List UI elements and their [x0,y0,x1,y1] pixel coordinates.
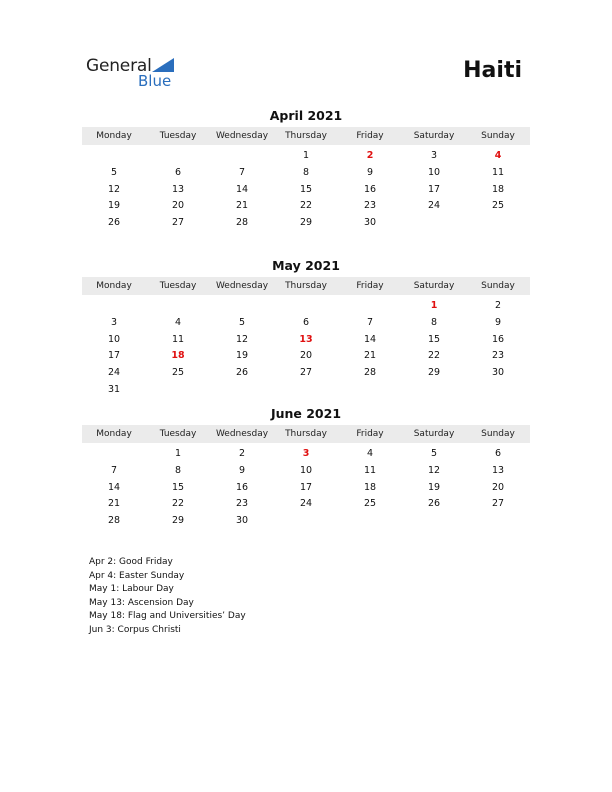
day-cell: 7 [238,166,246,178]
day-cell: 16 [235,481,249,493]
day-cell [338,298,402,315]
weekday-label: Friday [356,131,384,141]
day-cell [466,215,530,232]
holiday-list-item: May 13: Ascension Day [89,597,194,608]
day-cell: 6 [494,448,502,459]
weekday-label: Thursday [285,281,327,291]
day-cell: 5 [238,316,246,328]
day-cell: 21 [363,350,377,362]
holiday-day-cell: 18 [171,350,185,362]
day-cell: 30 [363,217,377,229]
day-cell: 9 [494,316,502,328]
day-cell: 20 [299,350,313,362]
day-cell: 13 [171,183,185,195]
day-cell: 19 [427,481,441,493]
day-cell: 21 [235,200,249,212]
day-cell: 18 [491,183,505,195]
day-cell: 5 [430,448,438,459]
day-cell: 4 [366,448,374,459]
week-row [82,365,530,382]
day-cell: 9 [366,166,374,178]
weekday-label: Sunday [481,131,515,141]
weekday-label: Monday [96,131,132,141]
day-cell: 3 [110,316,118,328]
day-cell: 4 [174,316,182,328]
day-cell: 5 [110,166,118,178]
day-cell: 12 [235,333,249,345]
day-cell: 29 [299,217,313,229]
weekday-label: Friday [356,281,384,291]
week-row [82,332,530,349]
day-cell: 16 [491,333,505,345]
week-row [82,165,530,182]
day-cell: 25 [491,200,505,212]
day-cell: 17 [427,183,441,195]
week-row [82,215,530,232]
day-cell [338,513,402,530]
week-row [82,348,530,365]
day-cell [82,446,146,463]
day-cell: 25 [171,367,185,379]
day-cell: 17 [107,350,121,362]
day-cell [146,298,210,315]
day-cell: 27 [299,367,313,379]
day-cell: 2 [238,448,246,459]
day-cell: 9 [238,464,246,476]
day-cell: 27 [171,217,185,229]
logo-triangle-icon [152,58,174,72]
week-row [82,463,530,480]
generalblue-logo [86,56,196,92]
day-cell: 28 [363,367,377,379]
week-row [82,315,530,332]
day-cell: 28 [235,217,249,229]
day-cell: 29 [171,515,185,527]
day-cell: 12 [107,183,121,195]
day-cell: 22 [427,350,441,362]
day-cell [210,148,274,165]
day-cell: 26 [235,367,249,379]
month-calendar [82,258,530,399]
day-cell: 2 [494,300,502,311]
day-cell: 15 [171,481,185,493]
weekday-label: Tuesday [159,281,197,291]
day-cell: 23 [363,200,377,212]
day-cell: 24 [427,200,441,212]
week-row [82,382,530,399]
holiday-list-item: Apr 4: Easter Sunday [89,570,185,581]
day-cell: 16 [363,183,377,195]
month-title: May 2021 [272,258,340,273]
day-cell: 6 [302,316,310,328]
logo-text-general: General [86,56,152,76]
day-cell [146,382,210,399]
day-cell: 1 [174,448,182,459]
day-cell: 26 [107,217,121,229]
weekday-label: Tuesday [159,131,197,141]
week-row [82,198,530,215]
weekday-label: Thursday [285,131,327,141]
week-row [82,298,530,315]
week-row [82,148,530,165]
day-cell [82,298,146,315]
week-row [82,480,530,497]
day-cell: 23 [491,350,505,362]
day-cell [402,513,466,530]
holiday-day-cell: 3 [302,448,310,459]
day-cell: 11 [171,333,185,345]
day-cell: 24 [299,498,313,510]
day-cell: 7 [110,464,118,476]
day-cell: 11 [491,166,505,178]
day-cell: 30 [235,515,249,527]
day-cell [210,382,274,399]
weekday-label: Tuesday [159,429,197,439]
logo-text-blue: Blue [138,72,172,90]
day-cell: 14 [235,183,249,195]
day-cell: 24 [107,367,121,379]
weekday-label: Wednesday [215,131,269,141]
day-cell: 8 [174,464,182,476]
day-cell: 3 [430,150,438,161]
weekday-header-row [82,425,530,443]
day-cell [402,382,466,399]
day-cell: 23 [235,498,249,510]
month-title: June 2021 [270,406,342,421]
weekday-label: Saturday [413,281,455,291]
day-cell: 22 [171,498,185,510]
day-cell: 21 [107,498,121,510]
holiday-day-cell: 2 [366,150,374,161]
weekday-label: Saturday [413,131,455,141]
day-cell: 11 [363,464,377,476]
weekday-label: Monday [96,281,132,291]
day-cell: 31 [107,383,121,395]
holiday-list-item: Apr 2: Good Friday [89,557,173,567]
weekday-label: Monday [96,429,132,439]
day-cell: 12 [427,464,441,476]
weekday-label: Friday [356,429,384,439]
day-cell [210,298,274,315]
holiday-day-cell: 1 [430,300,438,311]
day-cell: 1 [302,150,310,161]
day-cell [466,382,530,399]
day-cell: 17 [299,481,313,493]
day-cell [274,382,338,399]
holiday-day-cell: 13 [299,333,313,345]
day-cell: 10 [299,464,313,476]
day-cell: 22 [299,200,313,212]
holiday-list-item: Jun 3: Corpus Christi [89,624,181,635]
month-calendar [82,406,530,530]
weekday-header-row [82,127,530,145]
day-cell: 7 [366,316,374,328]
day-cell: 10 [107,333,121,345]
week-row [82,496,530,513]
weekday-label: Saturday [413,429,455,439]
day-cell: 19 [235,350,249,362]
day-cell: 15 [299,183,313,195]
day-cell: 25 [363,498,377,510]
weekday-label: Sunday [481,429,515,439]
day-cell [274,513,338,530]
day-cell: 20 [491,481,505,493]
weekday-label: Sunday [481,281,515,291]
holiday-list [89,556,246,638]
month-title: April 2021 [269,108,343,123]
day-cell: 13 [491,464,505,476]
month-calendar [82,108,530,232]
day-cell: 15 [427,333,441,345]
day-cell [338,382,402,399]
weekday-label: Thursday [285,429,327,439]
day-cell: 27 [491,498,505,510]
day-cell: 14 [107,481,121,493]
holiday-list-item: May 18: Flag and Universities’ Day [89,611,246,622]
day-cell: 20 [171,200,185,212]
day-cell: 10 [427,166,441,178]
weekday-header-row [82,277,530,295]
weekday-label: Wednesday [215,281,269,291]
day-cell [402,215,466,232]
day-cell [82,148,146,165]
day-cell: 26 [427,498,441,510]
day-cell: 19 [107,200,121,212]
holiday-day-cell: 4 [494,150,502,161]
day-cell: 18 [363,481,377,493]
day-cell [146,148,210,165]
day-cell: 30 [491,367,505,379]
country-title: Haiti [463,58,522,83]
holiday-list-item: May 1: Labour Day [89,584,174,595]
day-cell: 14 [363,333,377,345]
day-cell: 29 [427,367,441,379]
day-cell: 6 [174,166,182,178]
day-cell: 8 [430,316,438,328]
day-cell: 28 [107,515,121,527]
day-cell: 8 [302,166,310,178]
day-cell [274,298,338,315]
week-row [82,446,530,463]
week-row [82,182,530,199]
week-row [82,513,530,530]
weekday-label: Wednesday [215,429,269,439]
day-cell [466,513,530,530]
